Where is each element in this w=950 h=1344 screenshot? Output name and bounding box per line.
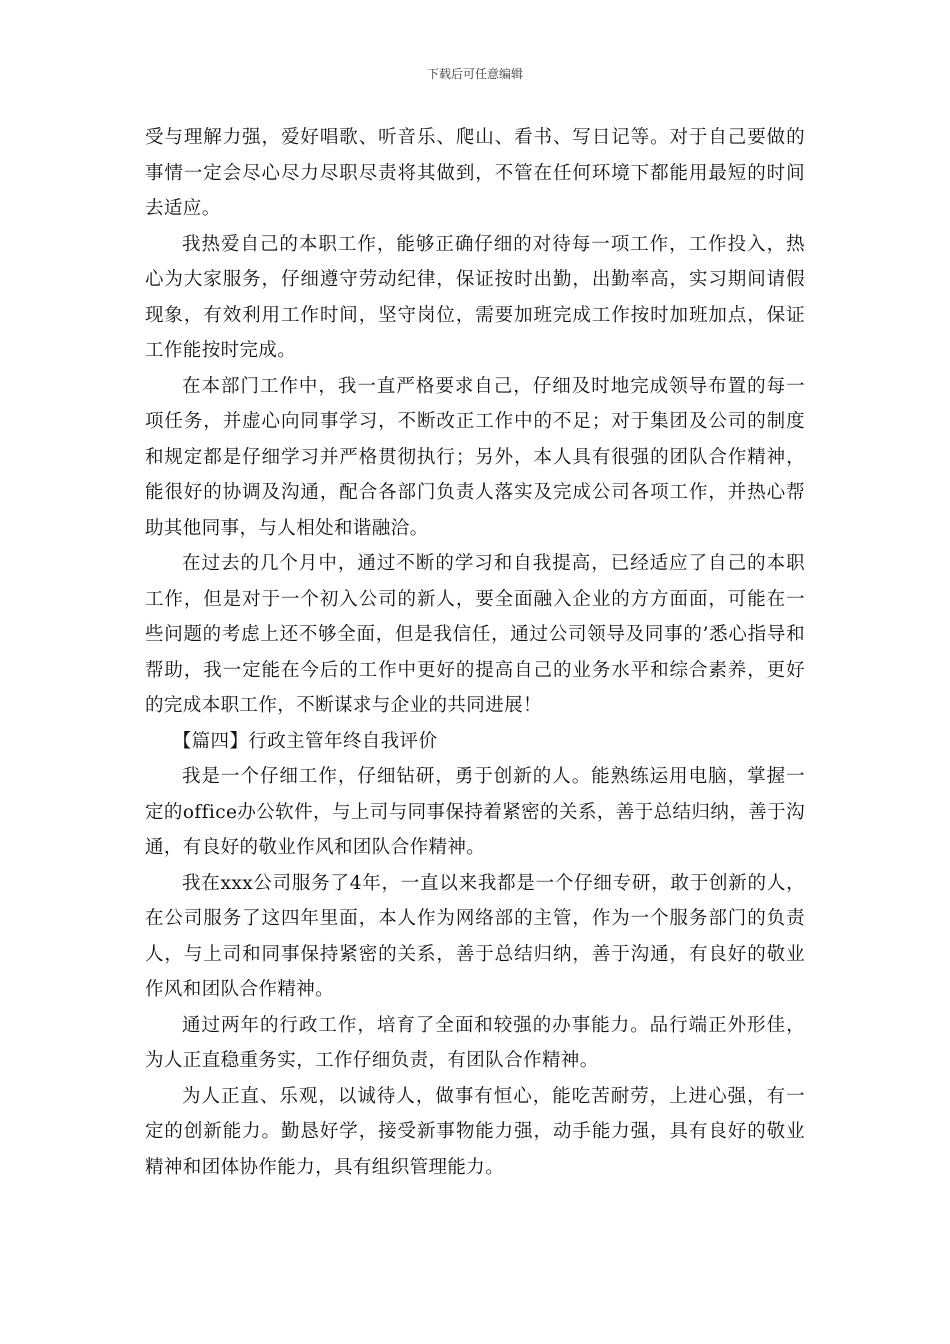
paragraph-2: 我热爱自己的本职工作，能够正确仔细的对待每一项工作，工作投入，热心为大家服务，仔细遵守劳动纪律，保证按时出勤，出勤率高，实习期间请假现象，有效利用工作时间，坚守岗位，需要加班完成工作按时加班加点，保证工作能按时完成。 (145, 233, 805, 361)
paragraph-6: 我在xxx公司服务了4年，一直以来我都是一个仔细专研，敢于创新的人，在公司服务了这四年里面，本人作为网络部的主管，作为一个服务部门的负责人，与上司和同事保持紧密的关系，善于总结归纳，善于沟通，有良好的敬业作风和团队合作精神。 (145, 872, 805, 1000)
paragraph-7: 通过两年的行政工作，培育了全面和较强的办事能力。品行端正外形佳，为人正直稳重务实，工作仔细负责，有团队合作精神。 (145, 1014, 805, 1071)
paragraph-3: 在本部门工作中，我一直严格要求自己，仔细及时地完成领导布置的每一项任务，并虚心向同事学习，不断改正工作中的不足；对于集团及公司的制度和规定都是仔细学习并严格贯彻执行；另外，本人具有很强的团队合作精神，能很好的协调及沟通，配合各部门负责人落实及完成公司各项工作，并热心帮助其他同事，与人相处和谐融洽。 (145, 375, 805, 539)
section-heading: 【篇四】行政主管年终自我评价 (172, 730, 438, 752)
paragraph-8: 为人正直、乐观，以诚待人，做事有恒心，能吃苦耐劳，上进心强，有一定的创新能力。勤恳好学，接受新事物能力强，动手能力强，具有良好的敬业精神和团体协作能力，具有组织管理能力。 (145, 1085, 805, 1178)
paragraph-1: 受与理解力强，爱好唱歌、听音乐、爬山、看书、写日记等。对于自己要做的事情一定会尽心尽力尽职尽责将其做到，不管在任何环境下都能用最短的时间去适应。 (145, 127, 805, 219)
page-header: 下载后可任意编辑 (426, 67, 523, 81)
paragraph-5: 我是一个仔细工作，仔细钻研，勇于创新的人。能熟练运用电脑，掌握一定的office办公软件，与上司与同事保持着紧密的关系，善于总结归纳，善于沟通，有良好的敬业作风和团队合作精神。 (145, 766, 805, 858)
paragraph-4: 在过去的几个月中，通过不断的学习和自我提高，已经适应了自己的本职工作，但是对于一个初入公司的新人，要全面融入企业的方方面面，可能在一些问题的考虑上还不够全面，但是我信任，通过公司领导及同事的’悉心指导和帮助，我一定能在今后的工作中更好的提高自己的业务水平和综合素养，更好的完成本职工作，不断谋求与企业的共同进展！ (145, 553, 805, 716)
document-body (145, 120, 805, 1185)
